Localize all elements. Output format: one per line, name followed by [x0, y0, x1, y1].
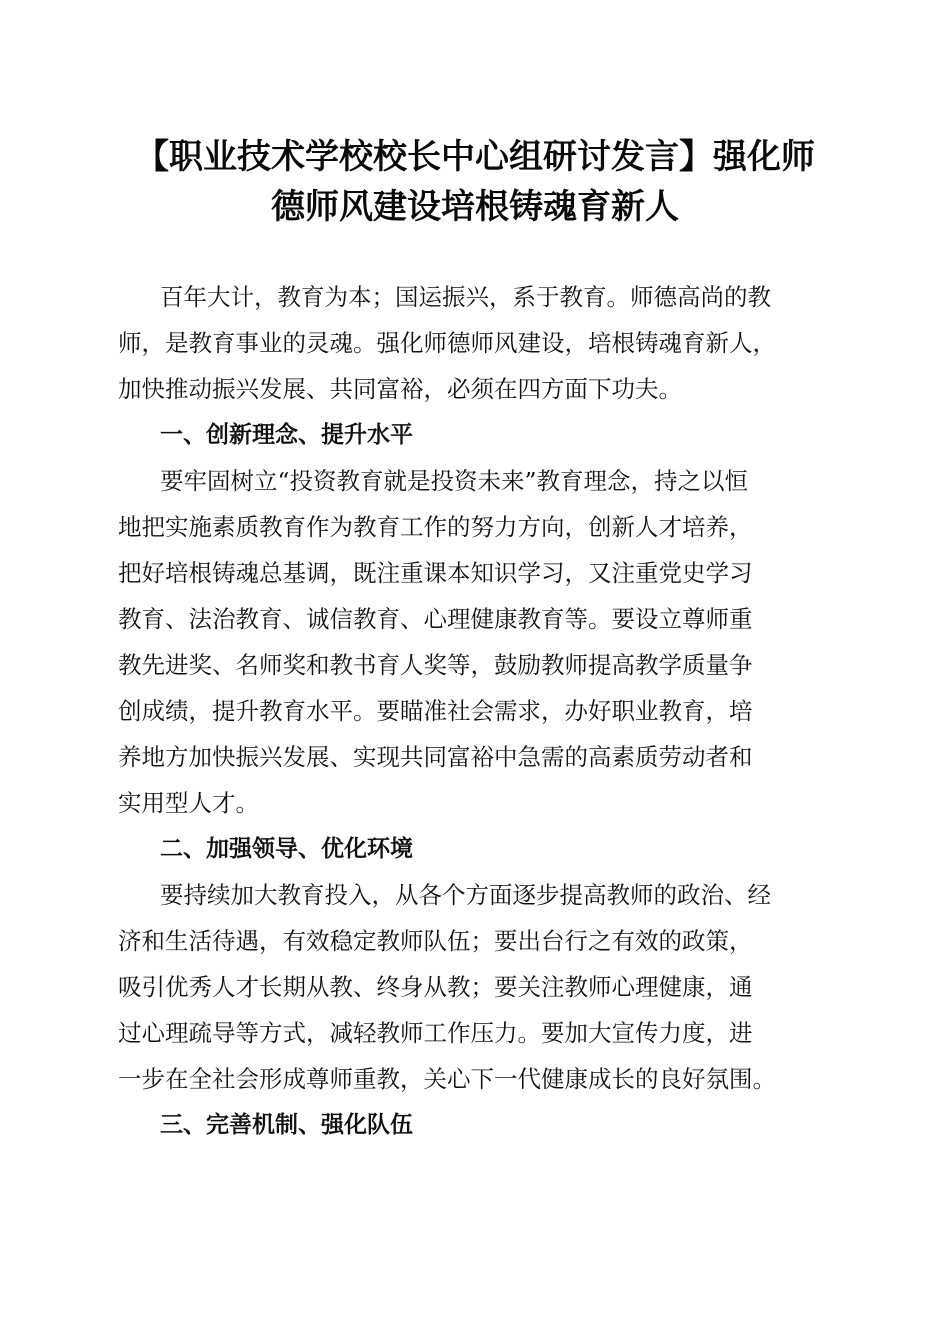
- paragraph-line: 师，是教育事业的灵魂。强化师德师风建设，培根铸魂育新人，: [118, 329, 776, 357]
- paragraph-line: 要持续加大教育投入，从各个方面逐步提高教师的政治、经: [160, 881, 771, 909]
- paragraph-line: 一步在全社会形成尊师重教，关心下一代健康成长的良好氛围。: [118, 1065, 776, 1093]
- paragraph-line: 实用型人才。: [118, 789, 259, 817]
- paragraph-line: 养地方加快振兴发展、实现共同富裕中急需的高素质劳动者和: [118, 743, 753, 771]
- section-heading-2: 二、加强领导、优化环境: [160, 836, 413, 862]
- document-title: [110, 132, 840, 232]
- paragraph-line: 百年大计，教育为本；国运振兴，系于教育。师德高尚的教: [160, 283, 771, 311]
- paragraph-line: 教育、法治教育、诚信教育、心理健康教育等。要设立尊师重: [118, 605, 753, 633]
- section-1-paragraph: [118, 458, 838, 826]
- section-heading-3: 三、完善机制、强化队伍: [160, 1112, 413, 1138]
- paragraph-line: 把好培根铸魂总基调，既注重课本知识学习，又注重党史学习: [118, 559, 753, 587]
- paragraph-line: 要牢固树立“投资教育就是投资未来”教育理念，持之以恒: [160, 467, 749, 495]
- intro-paragraph: [118, 274, 838, 412]
- title-line: 【职业技术学校校长中心组研讨发言】强化师: [135, 137, 815, 177]
- paragraph-line: 加快推动振兴发展、共同富裕，必须在四方面下功夫。: [118, 375, 682, 403]
- paragraph-line: 吸引优秀人才长期从教、终身从教；要关注教师心理健康，通: [118, 973, 753, 1001]
- paragraph-line: 过心理疏导等方式，减轻教师工作压力。要加大宣传力度，进: [118, 1019, 753, 1047]
- paragraph-line: 创成绩，提升教育水平。要瞄准社会需求，办好职业教育，培: [118, 697, 753, 725]
- document-body: [118, 274, 838, 1148]
- paragraph-line: 教先进奖、名师奖和教书育人奖等，鼓励教师提高教学质量争: [118, 651, 753, 679]
- title-line: 德师风建设培根铸魂育新人: [271, 187, 679, 227]
- paragraph-line: 济和生活待遇，有效稳定教师队伍；要出台行之有效的政策，: [118, 927, 753, 955]
- paragraph-line: 地把实施素质教育作为教育工作的努力方向，创新人才培养，: [118, 513, 753, 541]
- section-heading-1: 一、创新理念、提升水平: [160, 422, 413, 448]
- section-2-paragraph: [118, 872, 838, 1102]
